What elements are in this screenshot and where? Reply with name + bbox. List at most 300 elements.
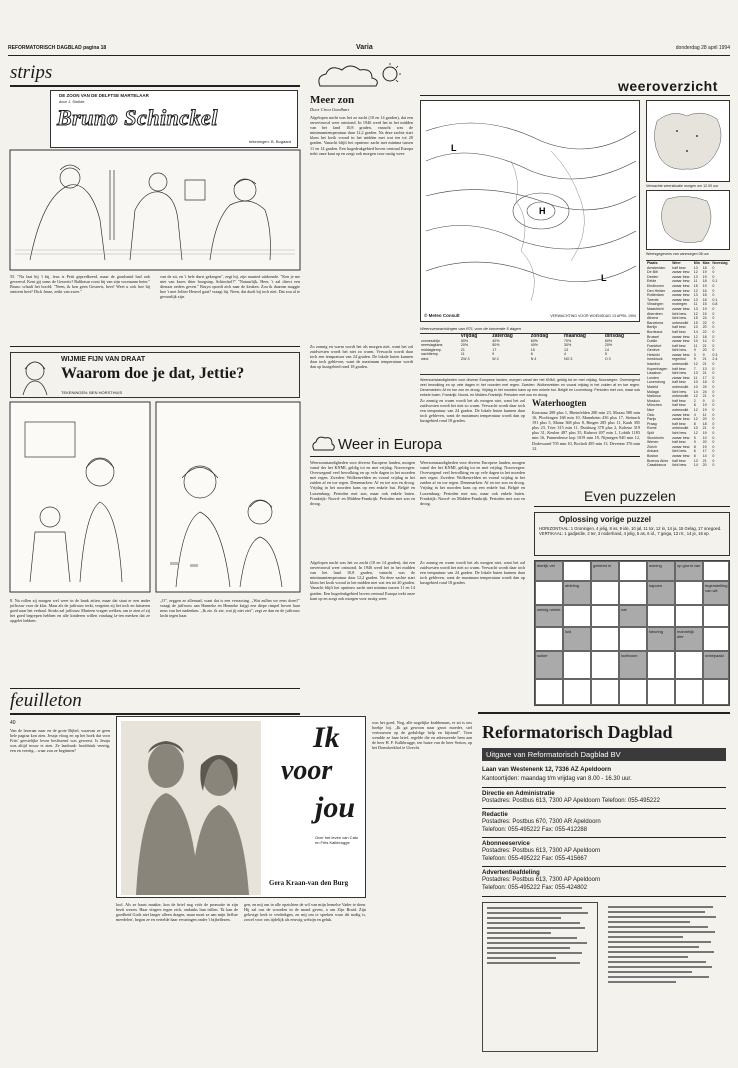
svg-text:L: L	[451, 143, 457, 153]
grid-cell[interactable]	[675, 651, 703, 679]
feuilleton-headline-1: Ik	[313, 721, 340, 754]
clue-cell: kapoen	[647, 581, 675, 605]
table-cell: Istanbul	[647, 362, 660, 367]
table-cell: 12	[693, 417, 698, 422]
grid-cell[interactable]	[535, 679, 563, 705]
rd-redactie-line-1: Postadres: Postbus 670, 7300 AR Apeldoorn	[482, 819, 601, 825]
table-cell: Innsbruck	[647, 357, 663, 362]
table-cell: 0	[712, 288, 715, 293]
table-cell: Bordeaux	[647, 329, 663, 334]
table-cell: 10	[693, 325, 698, 330]
table-cell: 20	[702, 325, 707, 330]
divider	[482, 837, 726, 838]
weather-body-continued: Zo zonnig en warm wordt het als morgen niet, want het zal zuidwesten wordt het niet zo warm. Verwacht wordt daar toch een tempratuur van 24 graden. De lokale buien kunnen daar toch gebleven, want de maximum temperatuur wordt dan op kustgebied rond 18 graden.	[420, 398, 525, 424]
table-cell: zwaar bew.	[672, 375, 691, 380]
grid-cell[interactable]	[647, 651, 675, 679]
table-cell: Deelen	[647, 274, 659, 279]
table-cell: 4	[693, 412, 696, 417]
table-cell: 0.1	[712, 279, 718, 284]
divider	[10, 85, 300, 87]
waterhoogten-title: Waterhoogten	[532, 398, 587, 408]
table-cell: regenbui	[672, 357, 687, 362]
clue-cell: dierlijk vet	[535, 561, 563, 581]
weather-body-2: Zo zonnig en warm wordt het als morgen niet, want het zal zuidwesten wordt het niet zo warm. Verwacht wordt daar toch een tempratuur van 24 graden. De lokale buien kunnen daar toch gebleven, want de maximum temperatuur wordt dan op kustgebied rond 18 graden.	[310, 344, 413, 370]
table-cell: zwaar bew.	[672, 444, 691, 449]
grid-cell[interactable]	[675, 605, 703, 627]
europe-mini-map	[646, 100, 730, 182]
crossword-grid[interactable]	[534, 560, 730, 706]
divider	[10, 688, 300, 689]
forecast-cell: 40%	[492, 338, 500, 343]
table-cell: Eelde	[647, 279, 657, 284]
table-cell: Londen	[647, 375, 659, 380]
table-cell: 0	[712, 348, 715, 353]
forecast-day: maandag	[564, 333, 586, 339]
table-cell: 0	[712, 453, 715, 458]
header-right: donderdag 28 april 1994	[675, 45, 730, 51]
clue-cell: gekleed in	[591, 561, 619, 581]
table-cell: Frankfurt	[647, 343, 662, 348]
feuilleton-col-2: lool. Als ze haast maakte, kon de brief nog vóór de promotie in zijn bezit wezen. Haar vingers tegen zich, ondanks hun trillen. 'Ik kan de goedheid Gods niet langer alleen dragen, maar moet ze aan mijn lieflste meedelen', begon ze en vertelde haar ervaringen onder 't bijbellezen.	[116, 902, 238, 923]
table-cell: Genève	[647, 348, 660, 353]
grid-cell[interactable]	[563, 561, 591, 581]
table-cell: 21	[702, 394, 707, 399]
table-cell: 13	[693, 297, 698, 302]
table-cell: 18	[702, 293, 707, 298]
forecast-cell: 70%	[564, 338, 572, 343]
forecast-cell: 20%	[460, 343, 469, 348]
table-cell: half bew.	[672, 380, 687, 385]
table-cell: 21	[702, 371, 707, 376]
table-cell: Ankara	[647, 449, 659, 454]
puzzle-solution-title: Oplossing vorige puzzel	[559, 515, 652, 524]
table-cell: 14	[693, 389, 698, 394]
table-cell: 19	[702, 274, 707, 279]
table-cell: onbewolkt	[672, 394, 689, 399]
divider	[420, 95, 730, 96]
forecast-cell: 40%	[530, 343, 538, 348]
table-cell: half bew.	[672, 398, 687, 403]
table-cell: Dublin	[647, 339, 658, 344]
table-cell: zwaar bew.	[672, 334, 691, 339]
rd-abonnee-line-2: Telefoon: 055-495222 Fax: 055-415667	[482, 856, 588, 862]
divider	[482, 866, 726, 867]
table-cell: 13	[693, 306, 698, 311]
table-cell: 8	[693, 444, 696, 449]
clue-cell: kleuring	[647, 627, 675, 651]
table-cell: half bew.	[672, 366, 687, 371]
clue-cell: luid	[563, 627, 591, 651]
table-cell: half bew.	[672, 458, 687, 463]
divider	[482, 787, 726, 788]
bruno-illustration	[10, 150, 300, 270]
waterhoogten-body: Konstanz 289 plus 1, Rheinfelden 280 min 23, Maxau 580 min 16, Plochingen 168 min 10, Mannheim 436 plus 17, Steinach 191 plus 5, Mainz 368 plus 8, Bingen 285 plus 11, Kaub 305 plus 23, Trier 315 min 11, Duisburg 378 plus 2, Kobenz 319 plus 31, Keulen 487 plus 35, Ruhrort 497 min 1, Lobith 1183 min 16, Pannerdense kop 1019 min 18, Nijmegen 940 min 12, Dodewaard 705 min 10, Bocholt 495 min 13, Deventer 376 min 12.	[532, 410, 640, 451]
table-cell: 0	[712, 343, 715, 348]
grid-cell[interactable]	[563, 679, 591, 705]
table-cell: Wenen	[647, 440, 659, 445]
table-cell: 13	[693, 458, 698, 463]
weeroverzicht-title: weeroverzicht	[618, 78, 718, 94]
table-cell: 0	[712, 444, 715, 449]
europe-col-1: Weersomstandigheden voor diverse Europese landen, morgen vanaf der het KNMI, geldig tot en met vrijdag. Noorwegen: Overwegend veel bewolking en op vele dagen in het noorden met regen. Zweden: Wolkenvelden en vooral vrijdag in het zuiden af en toe regen. Denemarken: Af en toe zon en droog. Vrijdag in het noorden kans op een enkele bui. België en Luxemburg: Perioden met zon, maar ook enkele buien. Frankrijk: Noord- en Midden-Frankrijk: Perioden met zon en droog.	[310, 460, 415, 506]
rd-fineprint-left	[482, 902, 598, 1052]
forecast-notes: Weersomstandigheden voor diverse Europese landen, morgen vanaf der het KNMI, geldig tot en met vrijdag. Noorwegen: Overwegend veel bewolking en op vele dagen in het noorden met regen. Zweden: Wolkenvelden en vooral vrijdag in het zuiden af en toe regen. Denemarken: Af en toe zon en droog. Vrijdag in het noorden kans op een enkele bui. België en Luxemburg: Perioden met zon, maar ook enkele buien. Frankrijk: Noord- en Midden-Frankrijk: Perioden met zon en droog.	[420, 378, 640, 398]
table-cell: zwaar bew.	[672, 339, 691, 344]
table-cell: 9	[693, 348, 696, 353]
table-cell: 13	[693, 265, 698, 270]
jettie-header-box	[10, 352, 300, 398]
table-cell: 0	[712, 421, 715, 426]
table-cell: 24	[702, 385, 707, 390]
table-cell: 14	[693, 463, 698, 468]
table-cell: Rotterdam	[647, 293, 664, 298]
forecast-grid	[420, 334, 640, 362]
table-cell: 19	[702, 444, 707, 449]
rd-abonnee-line-1: Postadres: Postbus 613, 7300 AP Apeldoorn	[482, 848, 601, 854]
table-cell: 9	[693, 440, 696, 445]
forecast-row	[420, 357, 640, 362]
rd-directie-line: Postadres: Postbus 613, 7300 AP Apeldoorn Telefoon: 055-495222	[482, 798, 660, 804]
table-cell: 0	[712, 449, 715, 454]
forecast-row-label: neerslagkans	[421, 343, 443, 348]
table-cell: 0	[712, 265, 715, 270]
table-cell: 8	[693, 403, 696, 408]
table-cell: 2.4	[712, 357, 718, 362]
table-cell: 15	[702, 302, 707, 307]
map-footer: VERWACHTING VOOR WOENSDAG 13 APRIL 1994	[550, 314, 636, 318]
grid-cell[interactable]	[535, 627, 563, 651]
jettie-credit: TEKENINGEN: BEN HORSTHUIS	[61, 390, 123, 395]
table-cell: 20	[702, 417, 707, 422]
forecast-cell: W 4	[492, 356, 499, 361]
table-cell: 15	[693, 283, 698, 288]
europe-col-3: Afgelopen nacht was het zo zacht (10 en 14 graden), dat een onvertroosd weer ontstond. In 1946 werd het in het midden van het land 10,8 graden, vanacht was de minimumtemperatuur daar 12,2 graden. Na deze zachte start klom het kwik vooral in het midden met wat ten tot 20 graden. Vanacht blijft het opnieuw zacht met minima tussen 11 en 14 graden. Een hogedrukgebied boven centraal Europa trekt onze kant op en zorgt ook morgen voor rustig weer.	[310, 560, 415, 601]
grid-cell[interactable]	[619, 581, 647, 605]
table-cell: onbewolkt	[672, 385, 689, 390]
table-cell: 5	[693, 435, 696, 440]
rd-abonnee-title: Abonneeservice	[482, 840, 530, 847]
feuilleton-col-1: Van de lezeraar naar en de grote Bijbel, waarvan ze geen hele pagina kon zien. Jesaja vloog en op het hoek dat voor Frits' geestelijke leven beslissend was geweest. Is Jesaja was altijd trouw te zien. Ze laadraak: hoofdstuk veertig, een en veertig... waar zou ze beginnen?	[10, 728, 110, 754]
forecast-row-label: wind	[421, 356, 429, 361]
table-cell: 0	[712, 325, 715, 330]
grid-cell[interactable]	[563, 651, 591, 679]
forecast-cell: 60%	[530, 338, 538, 343]
table-cell: 10	[693, 380, 698, 385]
divider	[482, 808, 726, 809]
table-cell: 22	[702, 329, 707, 334]
rd-advertentie-line-2: Telefoon: 055-495222 Fax: 055-424802	[482, 885, 588, 891]
clue-cell: loofboom	[619, 651, 647, 679]
table-cell: half bew.	[672, 343, 687, 348]
clue-cell: afdeling	[563, 581, 591, 605]
forecast-day: zondag	[530, 333, 549, 339]
divider	[534, 506, 730, 507]
forecast-cell: 17	[492, 347, 497, 352]
forecast-day: vrijdag	[460, 333, 478, 339]
feuilleton-section-label: feuilleton	[10, 690, 82, 711]
netherlands-mini-map	[646, 190, 730, 250]
grid-cell[interactable]	[675, 679, 703, 705]
table-cell: licht bew.	[672, 430, 687, 435]
table-cell: Split	[647, 430, 654, 435]
table-cell: 0	[712, 283, 715, 288]
table-cell: 0	[712, 316, 715, 321]
forecast-cell: 21	[460, 347, 465, 352]
table-cell: Madrid	[647, 385, 658, 390]
table-cell: licht bew.	[672, 389, 687, 394]
table-cell: zwaar bew.	[672, 435, 691, 440]
table-cell: 18	[702, 380, 707, 385]
table-cell: licht bew.	[672, 463, 687, 468]
table-cell: 0	[712, 417, 715, 422]
table-cell: Nice	[647, 408, 655, 412]
table-cell: 0	[712, 408, 715, 412]
table-cell: 8	[693, 453, 696, 458]
grid-cell[interactable]	[703, 605, 729, 627]
jettie-kicker: WIJMIE FIJN VAN DRAAT	[61, 356, 146, 363]
table-cell: zwaar bew.	[672, 412, 691, 417]
table-cell: Barcelona	[647, 320, 664, 325]
table-cell: onbewolkt	[672, 362, 689, 367]
clue-cell: woning	[647, 561, 675, 581]
table-cell: licht bew.	[672, 371, 687, 376]
table-cell: Kopenhagen	[647, 366, 668, 371]
forecast-table	[420, 333, 640, 375]
bruno-title: Bruno Schinckel	[57, 105, 218, 130]
table-cell: 0	[712, 306, 715, 311]
clue-cell: nat	[619, 605, 647, 627]
table-cell: Eindhoven	[647, 283, 664, 288]
grid-cell[interactable]	[591, 581, 619, 605]
rd-advertentie-title: Advertentieafdeling	[482, 869, 540, 876]
forecast-cell: O 3	[604, 356, 611, 361]
table-cell: 18	[702, 279, 707, 284]
forecast-row-label: zonneschijn	[421, 338, 440, 343]
table-cell: 12	[693, 288, 698, 293]
puzzle-solution-box	[534, 512, 730, 556]
clue-cell: op grond van	[675, 561, 703, 581]
bruno-caption-left: 55. "Na laat bij 't bij, feus is Petit gepredkeerd, maar de goudsmid had ook gevreesd. Kent gij soms de Gesserts? Balthasar roost bij van zijn voornaam beter." Bruno schudt het hoofd: "Neen, ik ken geen Gesserts, heer! Weet u ook hoe bij omtrent heet? Dick Janse, zeikt van zwee."	[10, 274, 150, 295]
table-cell: zwaar bew.	[672, 288, 691, 293]
table-cell: 20	[702, 348, 707, 353]
weather-table	[646, 260, 730, 478]
forecast-cell: 20%	[604, 343, 613, 348]
table-cell: 11	[702, 412, 707, 417]
weather-body: Afgelopen nacht was het zo zacht (10 en 14 graden), dat een onvertroosd weer ontstond. In 1946 werd het in het midden van het land 10,8 graden, vanacht was de minimumtemperatuur daar 12,2 graden. Na deze zachte start klom het kwik vooral in het midden met wat ten tot 20 graden. Vanacht blijft het opnieuw zacht met minima tussen 11 en 14 graden. Een hogedrukgebied boven centraal Europa trekt onze kant op en zorgt ook morgen voor rustig weer.	[310, 115, 413, 156]
forecast-cell: 15	[530, 347, 535, 352]
table-cell: 0	[712, 270, 715, 275]
table-cell: 6	[693, 449, 696, 454]
table-cell: half bew.	[672, 265, 687, 270]
header-center: Varia	[356, 44, 373, 51]
feuilleton-number: 40	[10, 720, 16, 726]
grid-cell[interactable]	[703, 679, 729, 705]
rd-address: Laan van Westenenk 12, 7336 AZ Apeldoorn	[482, 766, 612, 773]
table-header-cell: Weer	[672, 261, 681, 265]
couple-portrait	[121, 721, 261, 895]
table-row	[646, 463, 730, 468]
map-legend-top: Verwachte weersituatie morgen om 12.00 uur	[646, 184, 719, 188]
svg-text:L: L	[601, 273, 607, 283]
table-cell: zwaar bew.	[672, 274, 691, 279]
table-cell: 14	[702, 453, 707, 458]
grid-cell[interactable]	[619, 627, 647, 651]
table-cell: half bew.	[672, 421, 687, 426]
table-cell: 0	[712, 435, 715, 440]
europe-col-4: Zo zonnig en warm wordt het als morgen niet, want het zal zuidwesten wordt het niet zo warm. Verwacht wordt daar toch een tempratuur van 24 graden. De lokale buien kunnen daar toch gebleven, want de maximum temperatuur wordt dan op kustgebied rond 18 graden.	[420, 560, 525, 586]
cloud-sun-icon	[310, 62, 410, 90]
table-cell: Luxemburg	[647, 380, 665, 385]
table-cell: 2	[693, 398, 696, 403]
table-cell: 22	[702, 320, 707, 325]
table-cell: zwaar bew.	[672, 417, 691, 422]
table-cell: half bew.	[672, 325, 687, 330]
forecast-label: Weersverwachtingen van RTL voor de komende 5 dagen	[420, 326, 521, 331]
rd-fineprint-right	[604, 902, 726, 1052]
table-cell: 13	[693, 274, 698, 279]
grid-cell[interactable]	[647, 679, 675, 705]
weather-table-grid	[646, 261, 730, 468]
table-cell: 15	[693, 320, 698, 325]
table-cell: 0.3	[712, 352, 718, 357]
feuilleton-headline-3: jou	[315, 791, 356, 824]
clue-cell: onbepaald	[703, 651, 729, 679]
table-cell: zwaar bew.	[672, 306, 691, 311]
table-cell: 11	[693, 343, 698, 348]
table-cell: motregen	[672, 302, 688, 307]
grid-cell[interactable]	[619, 561, 647, 581]
forecast-cell: 5	[604, 352, 607, 357]
table-cell: licht bew.	[672, 449, 687, 454]
divider	[10, 713, 300, 715]
table-cell: Rome	[647, 426, 657, 431]
jettie-caption-right: „O", zeggen ze allemaal, want dat is een verrassing. „Wat zullen we eens doen?" vraagt de juffrouw aan Hanneke en Henneke krijgt een diepe rimpel boven haar neus van het nadenken. „Ik zie. ik zie, wat jij niet ziet", zegt ze dan en de juffrouw lacht tegen haar.	[160, 598, 300, 619]
rd-redactie-title: Redactie	[482, 811, 508, 818]
grid-cell[interactable]	[675, 581, 703, 605]
table-cell: 12	[693, 430, 698, 435]
table-cell: 20	[702, 440, 707, 445]
grid-cell[interactable]	[703, 627, 729, 651]
map-credit: © Meteo Consult	[424, 313, 460, 318]
divider	[10, 346, 300, 347]
grid-cell[interactable]	[703, 561, 729, 581]
divider	[482, 896, 726, 897]
grid-cell[interactable]	[647, 605, 675, 627]
table-cell: 12	[693, 334, 698, 339]
table-cell: 24	[702, 316, 707, 321]
weather-article	[310, 62, 415, 432]
table-cell: 14	[693, 329, 698, 334]
table-cell: 7	[693, 366, 696, 371]
table-cell: Oslo	[647, 412, 655, 417]
feuilleton-sub: Over het leven van Cato en Frits Kalkbrugge	[315, 835, 359, 845]
bruno-kicker: DE ZOON VAN DE DELFTSE MARTELAAR	[59, 93, 149, 98]
grid-cell[interactable]	[535, 581, 563, 605]
table-cell: half bew.	[672, 403, 687, 408]
grid-cell[interactable]	[591, 605, 619, 627]
weather-title: Meer zon	[310, 94, 355, 106]
header-left: REFORMATORISCH DAGBLAD pagina 18	[8, 45, 107, 51]
table-cell: 13	[693, 293, 698, 298]
table-cell: 0	[712, 274, 715, 279]
rd-advertentie-line-1: Postadres: Postbus 613, 7300 AP Apeldoorn	[482, 877, 601, 883]
weather-map	[420, 100, 640, 322]
table-cell: 10	[702, 435, 707, 440]
table-cell: Parijs	[647, 417, 656, 422]
table-cell: half bew.	[672, 440, 687, 445]
clue-cell: suiker	[535, 651, 563, 679]
rd-redactie-line-2: Telefoon: 055-495222 Fax: 055-412288	[482, 827, 588, 833]
map-legend-bottom: Weersgegevens van vanmorgen 08 uur	[646, 252, 709, 256]
table-cell: 10	[693, 339, 698, 344]
strips-section-label: strips	[10, 62, 53, 83]
forecast-cell: 13	[564, 347, 568, 352]
table-cell: zwaar bew.	[672, 283, 691, 288]
table-cell: 0	[712, 458, 715, 463]
table-cell: 0	[712, 380, 715, 385]
table-cell: Brussel	[647, 334, 659, 339]
table-cell: 12	[693, 270, 698, 275]
jettie-illustration	[10, 402, 300, 592]
table-cell: 21	[702, 357, 707, 362]
table-cell: München	[647, 403, 662, 408]
table-cell: 18	[702, 265, 707, 270]
table-cell: Vlissingen	[647, 302, 664, 307]
rd-masthead-box	[478, 712, 730, 1060]
table-cell: Maastricht	[647, 306, 664, 311]
table-cell: 10	[693, 385, 698, 390]
table-cell: 24	[702, 389, 707, 394]
girl-icon	[15, 357, 55, 395]
table-cell: 13	[693, 371, 698, 376]
feuilleton-col-3: gen, en mij om in alle opzichten de wil van mijn hemelse Vader te doen. Hij zal ons de woorden in de mond geven, o om Zijn Braid. Zijn gelovige kerk te verdedigen, en mij om te spreken waar dit nodig is, zowel voor ons tijdelijk als eeuwig welzijn en geluk.	[244, 902, 366, 923]
table-cell: zwaar bew.	[672, 297, 691, 302]
table-cell: 12	[693, 394, 698, 399]
table-cell: 9	[702, 398, 705, 403]
table-cell: Praag	[647, 421, 657, 426]
forecast-day: dinsdag	[604, 333, 625, 339]
table-cell: 17	[702, 375, 707, 380]
table-cell: licht bew.	[672, 316, 687, 321]
grid-cell[interactable]	[591, 679, 619, 705]
grid-cell[interactable]	[619, 679, 647, 705]
table-cell: zwaar bew.	[672, 352, 691, 357]
rd-hours: Kantoortijden: maandag t/m vrijdag van 8.00 - 16.30 uur.	[482, 776, 632, 782]
grid-cell[interactable]	[591, 651, 619, 679]
table-cell: Lissabon	[647, 371, 662, 376]
table-cell: 0	[712, 329, 715, 334]
table-header-cell: Max	[702, 261, 710, 265]
table-cell: 16	[702, 288, 707, 293]
table-cell: Helsinki	[647, 352, 660, 357]
grid-cell[interactable]	[563, 605, 591, 627]
table-cell: Aberdeen	[647, 311, 663, 316]
table-cell: 0	[712, 430, 715, 435]
cloud-icon	[310, 432, 336, 454]
table-cell: 19	[702, 283, 707, 288]
weather-byline: Door Circa Goedhart	[310, 107, 350, 112]
clue-cell: weinig ruimte	[535, 605, 563, 627]
table-cell: 13	[702, 366, 707, 371]
table-cell: 20	[702, 463, 707, 468]
feuilleton-col-4: was het goed. Nog, alle nogelijke krabbenans, er zit is ons hoekje bij. „Ik ga gewoon naar groot moeder, stel vertrouwen op de geduldige help en bijstand". Toen wendde ze haar brief, regelde die en adresseerde hem aan de heer H. F. Kalkbrugge, ten huize van de heer Serton, op het Domskerkhof te Utrecht.	[372, 720, 472, 751]
grid-cell[interactable]	[591, 627, 619, 651]
table-cell: 19	[702, 430, 707, 435]
table-cell: 11	[693, 279, 698, 284]
table-cell: 0	[712, 385, 715, 390]
clue-cell: tegenstelling van wit	[703, 581, 729, 605]
europe-title: Weer in Europa	[338, 436, 442, 453]
